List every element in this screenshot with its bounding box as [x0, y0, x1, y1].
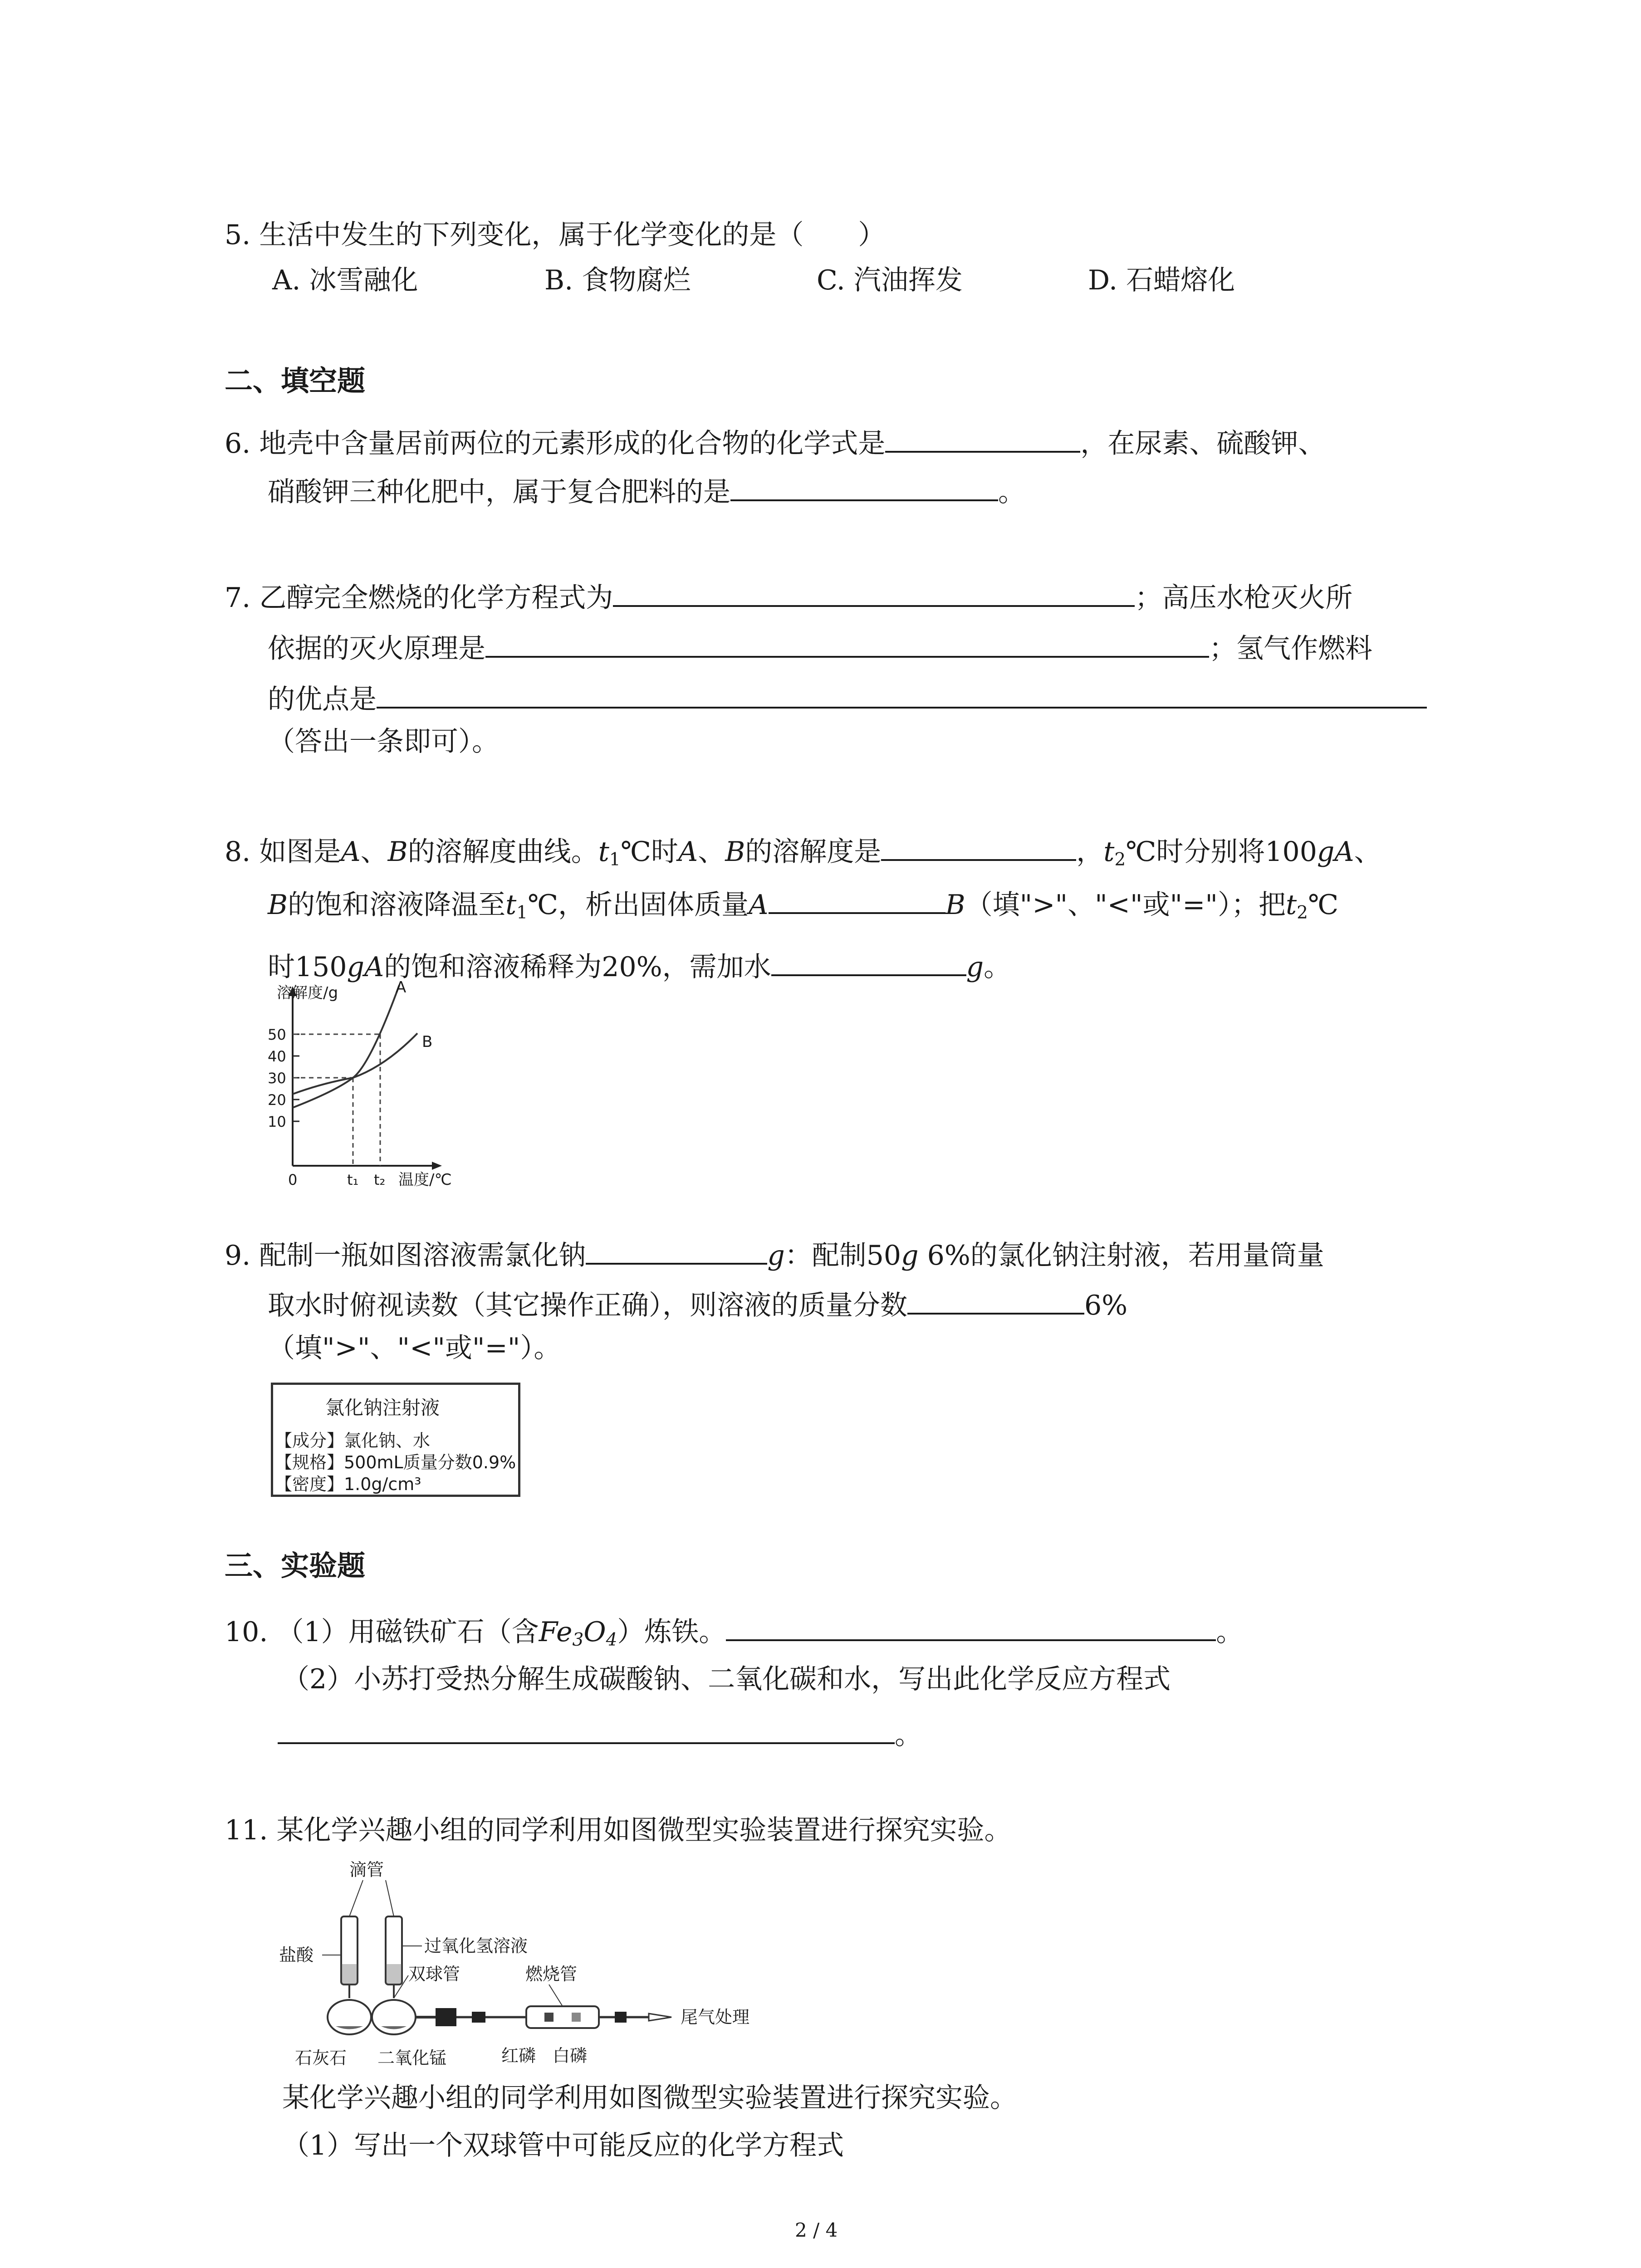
answer-blank[interactable]	[278, 1712, 895, 1744]
rubber-stopper	[436, 2008, 456, 2026]
y-tick-label: 30	[268, 1070, 286, 1087]
answer-blank[interactable]	[485, 626, 1209, 658]
x-axis-arrow	[432, 1162, 442, 1170]
answer-blank[interactable]	[613, 575, 1135, 607]
origin-label: 0	[288, 1171, 298, 1188]
label-combustion-tube: 燃烧管	[525, 1964, 578, 1984]
q9-line-2: 取水时俯视读数（其它操作正确），则溶液的质量分数 6%	[268, 1283, 1127, 1324]
q7-line-2: 依据的灭火原理是 ；氢气作燃料	[268, 626, 1372, 667]
answer-blank[interactable]	[730, 469, 998, 501]
label-limestone: 石灰石	[295, 2048, 347, 2068]
answer-blank[interactable]	[881, 829, 1076, 861]
q5-option-b: B. 食物腐烂	[544, 264, 691, 296]
mno2-solid	[381, 2026, 407, 2029]
red-phosphorus	[544, 2013, 554, 2022]
label-dropper: 滴管	[349, 1860, 384, 1880]
label-ingredients: 【成分】氯化钠、水	[275, 1431, 431, 1451]
q11-line-3: （1）写出一个双球管中可能反应的化学方程式	[282, 2130, 844, 2161]
dropper-hcl-liquid	[341, 1964, 358, 1984]
curve-a-label: A	[396, 980, 407, 997]
q9-line-1: 9. 配制一瓶如图溶液需氯化钠 g：配制50g 6%的氯化钠注射液，若用量筒量	[225, 1233, 1324, 1274]
outlet-tip	[649, 2014, 671, 2021]
q7-line-3: 的优点是	[268, 677, 1427, 718]
q11-line-2: 某化学兴趣小组的同学利用如图微型实验装置进行探究实验。	[282, 2082, 1017, 2114]
limestone-solid	[336, 2026, 363, 2029]
q5-option-d: D. 石蜡熔化	[1088, 264, 1235, 296]
label-mno2: 二氧化锰	[377, 2048, 447, 2068]
q7-line-4: （答出一条即可）。	[268, 726, 499, 758]
answer-blank[interactable]	[885, 421, 1080, 453]
q10-line-1: 10. （1）用磁铁矿石（含$Fe_3O_4$）炼铁。 。	[225, 1609, 1243, 1658]
combustion-tube	[526, 2006, 599, 2028]
q8-line-3: 时150gA的饱和溶液稀释为20%，需加水 g。	[268, 944, 1011, 985]
curve-b	[293, 1033, 417, 1094]
q5-option-a: A. 冰雪融化	[272, 264, 418, 296]
leader-line	[349, 1880, 363, 1916]
x-tick-label: t₁	[347, 1171, 359, 1188]
q6-line-1: 6. 地壳中含量居前两位的元素形成的化合物的化学式是 ，在尿素、硫酸钾、	[225, 421, 1325, 462]
label-specification: 【规格】500mL质量分数0.9%	[275, 1452, 516, 1472]
label-double-tube: 双球管	[408, 1964, 460, 1984]
tube-clip	[615, 2012, 627, 2023]
solubility-curve-figure	[254, 980, 508, 1188]
leader-line	[386, 1880, 394, 1916]
leader-line	[549, 1984, 563, 2006]
y-tick-label: 50	[268, 1026, 286, 1043]
answer-blank[interactable]	[726, 1609, 1216, 1641]
tube-clip	[472, 2012, 485, 2023]
section-heading-fill-in: 二、填空题	[225, 364, 366, 397]
label-white-phosphorus: 白磷	[553, 2046, 588, 2066]
answer-blank[interactable]	[907, 1283, 1084, 1315]
y-tick-label: 10	[268, 1113, 286, 1130]
label-tail-gas: 尾气处理	[681, 2007, 750, 2027]
label-h2o2: 过氧化氢溶液	[424, 1936, 528, 1956]
answer-blank[interactable]	[771, 944, 966, 976]
q8-line-1: 8. 如图是A、B的溶解度曲线。$t_1℃$时A、B的溶解度是 ，$t_2℃$时分别将100gA、	[225, 829, 1381, 878]
saline-injection-label	[271, 1383, 520, 1497]
y-tick-label: 20	[268, 1091, 286, 1109]
white-phosphorus	[572, 2013, 581, 2022]
answer-blank[interactable]	[377, 677, 1427, 709]
label-title: 氯化钠注射液	[325, 1397, 440, 1419]
q9-line-3: （填">"、"<"或"="）。	[268, 1332, 561, 1364]
x-tick-label: t₂	[374, 1171, 386, 1188]
x-axis-label: 温度/℃	[398, 1171, 452, 1188]
q7-line-1: 7. 乙醇完全燃烧的化学方程式为 ；高压水枪灭火所	[225, 575, 1352, 616]
q8-line-2: B的饱和溶液降温至$t_1℃$，析出固体质量A B（填">"、"<"或"="）；把$t_2℃$	[268, 882, 1338, 931]
q5-option-c: C. 汽油挥发	[817, 264, 963, 296]
q6-line-2: 硝酸钾三种化肥中，属于复合肥料的是 。	[268, 469, 1025, 510]
q10-line-2: （2）小苏打受热分解生成碳酸钠、二氧化碳和水，写出此化学反应方程式	[282, 1663, 1171, 1695]
label-hcl: 盐酸	[279, 1945, 314, 1965]
label-red-phosphorus: 红磷	[501, 2046, 536, 2066]
curve-b-label: B	[422, 1033, 433, 1051]
y-axis-label: 溶解度/g	[277, 984, 338, 1002]
q10-line-3: 。	[278, 1712, 922, 1753]
answer-blank[interactable]	[769, 882, 945, 914]
dropper-h2o2-liquid	[386, 1964, 402, 1984]
bulb-left	[328, 2000, 371, 2034]
q5-stem: 5. 生活中发生的下列变化，属于化学变化的是（ ）	[225, 219, 886, 251]
page-number: 2 / 4	[795, 2219, 838, 2241]
label-density: 【密度】1.0g/cm³	[275, 1474, 421, 1494]
y-tick-label: 40	[268, 1048, 286, 1065]
section-heading-experiment: 三、实验题	[225, 1549, 366, 1582]
bulb-right	[372, 2000, 416, 2034]
answer-blank[interactable]	[586, 1233, 767, 1265]
micro-apparatus-diagram	[272, 1848, 762, 2075]
q11-line-1: 11. 某化学兴趣小组的同学利用如图微型实验装置进行探究实验。	[225, 1814, 1012, 1846]
